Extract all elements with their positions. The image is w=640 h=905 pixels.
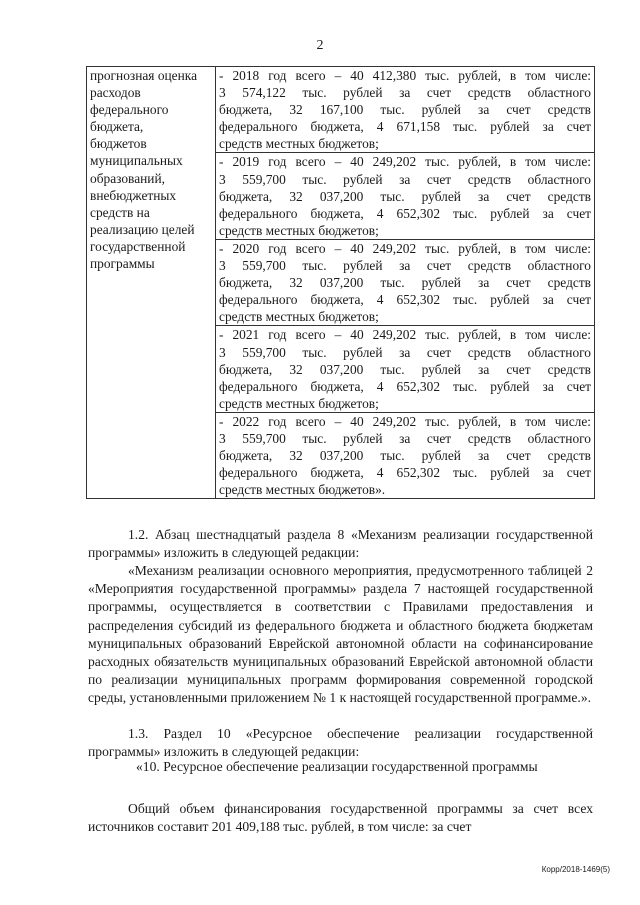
label-lines [90, 67, 212, 272]
years-container [219, 67, 591, 498]
paragraph-quote: «Механизм реализации основного мероприятия, предусмотренного таблицей 2 «Мероприятия государственной программы» раздела 7 настоящей государственной программы, осуществляется в соответствии с Правилами предоставления и распределения субсидий из федерального бюджета и областного бюджета бюджетам муниципальных образований Еврейской автономной области на софинансирование расходных обязательств муниципальных образований Еврейской автономной области по реализации муниципальных программ формирования современной городской среды, установленными приложением № 1 к настоящей государственной программе.». [88, 563, 593, 706]
year-line: 3 559,700 тыс. рублей за счет средств областного [219, 258, 591, 274]
label-line: прогнозная оценка [90, 68, 198, 83]
section-10-heading: «10. Ресурсное обеспечение реализации государственной программы [136, 759, 538, 774]
year-line: средств местных бюджетов; [219, 222, 379, 238]
label-line: бюджета, [90, 119, 144, 135]
paragraph-1-2: 1.2. Абзац шестнадцатый раздела 8 «Механизм реализации государственной программы» изложить в следующей редакции: [88, 527, 593, 561]
year-line: бюджета, 32 037,200 тыс. рублей за счет средств [219, 361, 591, 377]
year-block [216, 67, 594, 152]
label-line: средств на [90, 204, 150, 220]
year-block [216, 412, 594, 498]
label-line: расходов [90, 85, 141, 101]
year-line: 3 559,700 тыс. рублей за счет средств областного [219, 344, 591, 360]
year-line: бюджета, 32 037,200 тыс. рублей за счет средств [219, 275, 591, 291]
year-line: - 2020 год всего – 40 249,202 тыс. рублей, в том числе: [219, 240, 591, 256]
page-number: 2 [316, 38, 324, 53]
year-line: средств местных бюджетов». [219, 482, 386, 498]
year-block [216, 239, 594, 325]
table-years-cell [216, 67, 595, 499]
year-block [216, 325, 594, 411]
year-line: бюджета, 32 037,200 тыс. рублей за счет средств [219, 448, 591, 464]
year-line: 3 574,122 тыс. рублей за счет средств областного [219, 85, 591, 101]
table-row [87, 67, 595, 499]
year-line: 3 559,700 тыс. рублей за счет средств областного [219, 430, 591, 446]
year-line: федерального бюджета, 4 652,302 тыс. рублей за счет [219, 465, 591, 481]
paragraph-1-3: 1.3. Раздел 10 «Ресурсное обеспечение реализации государственной программы» изложить в следующей редакции: [88, 726, 593, 760]
label-line: образований, [90, 170, 165, 186]
year-line: - 2018 год всего – 40 412,380 тыс. рублей, в том числе: [219, 68, 591, 83]
year-line: средств местных бюджетов; [219, 395, 379, 411]
paragraph-total: Общий объем финансирования государственной программы за счет всех источников составит 201 409,188 тыс. рублей, в том числе: за счет [88, 801, 593, 835]
label-line: реализацию целей [90, 221, 195, 237]
year-line: средств местных бюджетов; [219, 136, 379, 152]
label-line: программы [90, 256, 155, 272]
label-line: федерального [90, 102, 169, 118]
year-line: федерального бюджета, 4 671,158 тыс. рублей за счет [219, 119, 591, 135]
year-line: бюджета, 32 167,100 тыс. рублей за счет средств [219, 102, 591, 118]
label-line: муниципальных [90, 153, 183, 169]
table-label-cell [87, 67, 216, 499]
label-line: бюджетов [90, 136, 147, 152]
year-line: - 2022 год всего – 40 249,202 тыс. рублей, в том числе: [219, 413, 591, 429]
year-line: - 2019 год всего – 40 249,202 тыс. рублей, в том числе: [219, 154, 591, 170]
label-line: внебюджетных [90, 187, 177, 203]
year-line: федерального бюджета, 4 652,302 тыс. рублей за счет [219, 205, 591, 221]
year-line: - 2021 год всего – 40 249,202 тыс. рублей, в том числе: [219, 327, 591, 343]
year-block [216, 152, 594, 238]
year-line: бюджета, 32 037,200 тыс. рублей за счет средств [219, 188, 591, 204]
year-line: федерального бюджета, 4 652,302 тыс. рублей за счет [219, 292, 591, 308]
label-line: государственной [90, 238, 186, 254]
year-line: средств местных бюджетов; [219, 309, 379, 325]
financing-table [86, 66, 595, 499]
year-line: федерального бюджета, 4 652,302 тыс. рублей за счет [219, 378, 591, 394]
document-code: Корр/2018-1469(5) [541, 865, 610, 874]
year-line: 3 559,700 тыс. рублей за счет средств областного [219, 171, 591, 187]
